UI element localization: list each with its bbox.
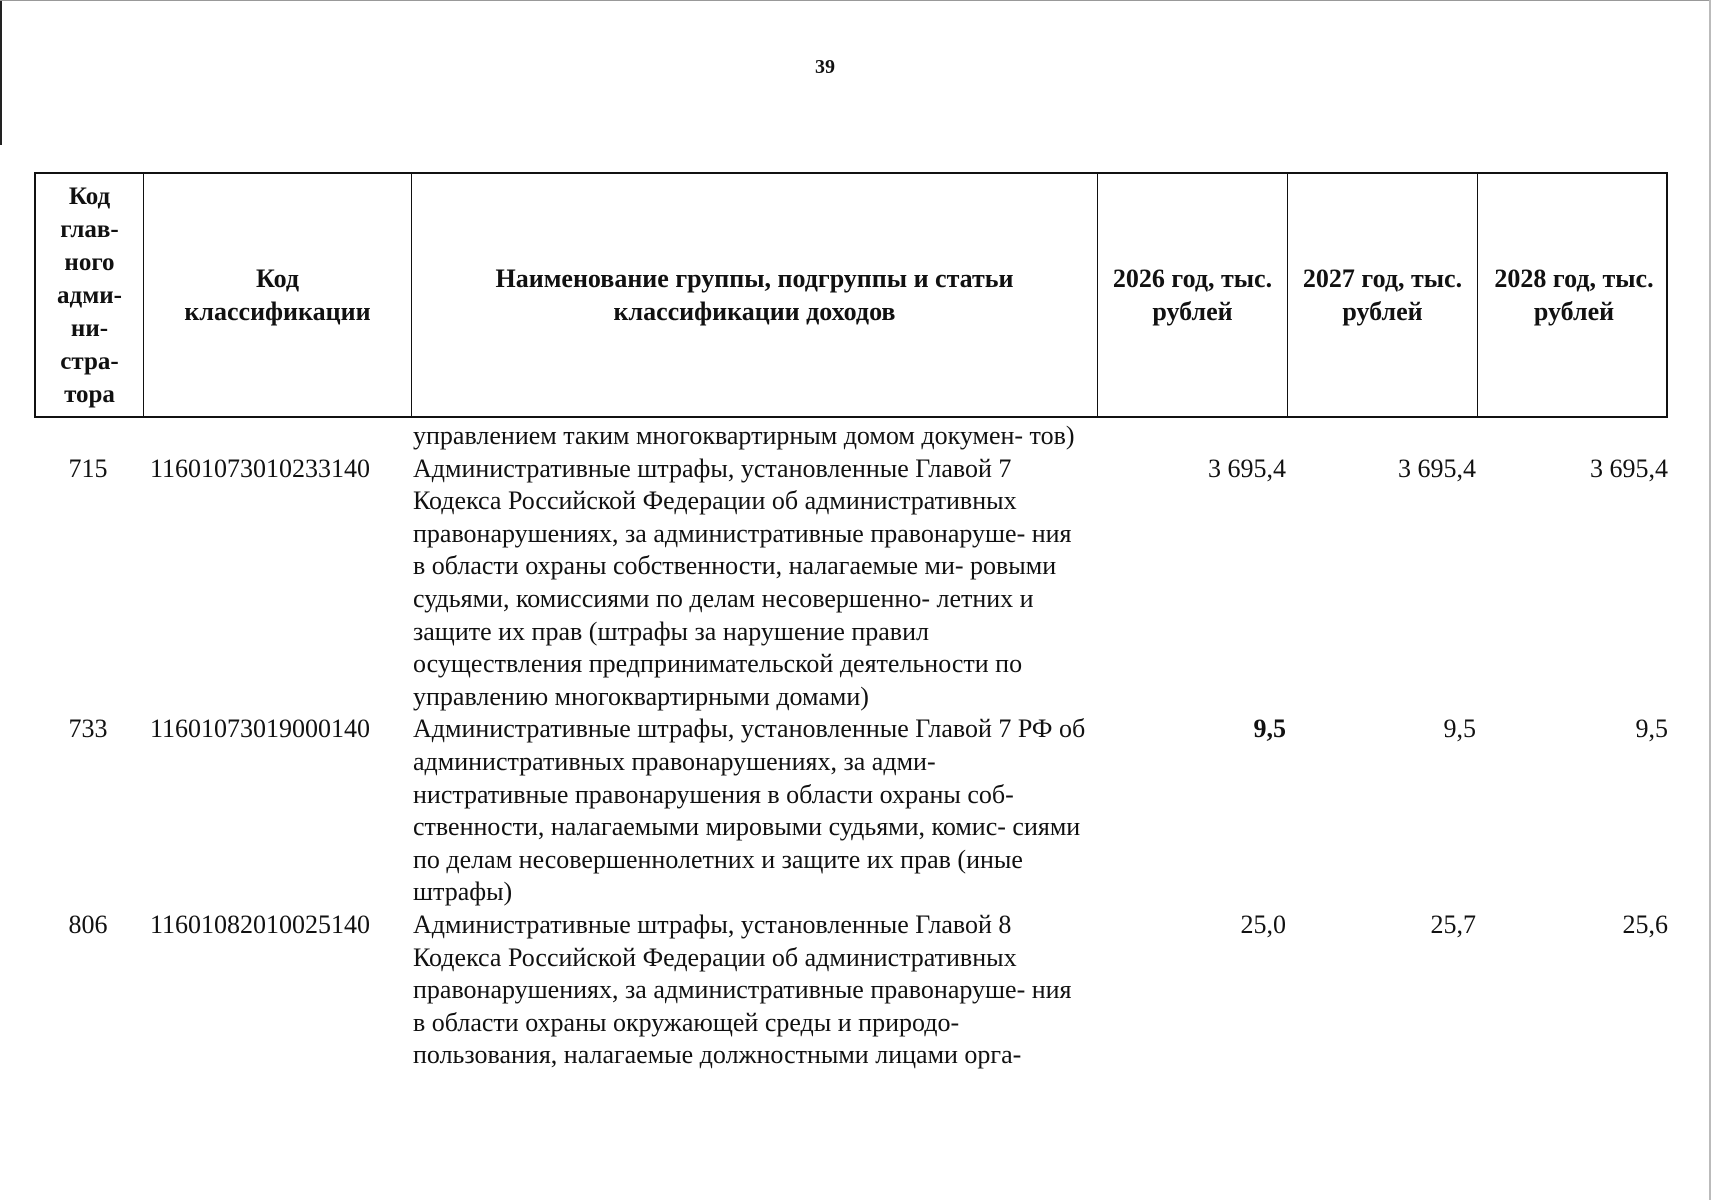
- value-2027-cell: 25,7: [1430, 909, 1476, 939]
- table-row: [34, 909, 1668, 1072]
- class-code-cell: 11601073019000140: [150, 714, 371, 744]
- page-number: 39: [815, 56, 835, 78]
- scan-border-top: [0, 0, 1711, 1]
- value-2027-cell: 3 695,4: [1398, 453, 1476, 483]
- admin-code-cell: 715: [68, 453, 108, 483]
- value-2026-cell: 9,5: [1253, 714, 1286, 744]
- header-year-2026: 2026 год, тыс. рублей: [1098, 174, 1288, 416]
- value-2028-cell: 25,6: [1622, 909, 1668, 939]
- value-2028-cell: 3 695,4: [1590, 453, 1668, 483]
- header-admin-code-text: Код глав- ного адми- ни- стра- тора: [57, 182, 122, 408]
- header-year-2028: 2028 год, тыс. рублей: [1494, 264, 1654, 326]
- admin-code-cell: 806: [68, 909, 108, 939]
- header-year-2027: 2027 год, тыс. рублей: [1288, 174, 1478, 416]
- header-admin-code: [36, 174, 144, 416]
- name-cell: Административные штрафы, установленные Главой 7 РФ об административных правонарушениях, за адми- нистративные правонарушения в области охраны соб- ственности, налагаемыми мировыми судьями, комис- сиями по делам несовершеннолетних и защите их прав (иные штрафы): [413, 714, 1086, 907]
- value-2026-cell: 25,0: [1240, 909, 1286, 939]
- class-code-cell: 11601082010025140: [150, 909, 371, 939]
- value-2028-cell: 9,5: [1635, 714, 1668, 744]
- table-row: [34, 713, 1668, 909]
- header-name: Наименование группы, подгруппы и статьи классификации доходов: [412, 174, 1098, 416]
- value-2027-cell: 9,5: [1443, 714, 1476, 744]
- value-2026-cell: 3 695,4: [1208, 453, 1286, 483]
- header-class-code: Код классификации: [144, 174, 412, 416]
- admin-code-cell: 733: [68, 714, 108, 744]
- continuation-text: управлением таким многоквартирным домом докумен- тов): [413, 421, 1075, 450]
- table-row-continuation: [34, 420, 1668, 453]
- class-code-cell: 11601073010233140: [150, 453, 371, 483]
- table-header: [34, 172, 1668, 418]
- table-body: [34, 420, 1668, 1072]
- name-cell: Административные штрафы, установленные Главой 7 Кодекса Российской Федерации об административных правонарушениях, за административные правонаруше- ния в области охраны собственности, налагаемые ми- ровыми судьями, комиссиями по делам несовершенно- летних и защите их прав (штрафы за нарушение правил осуществления предпринимательской деятельности по управлению многоквартирными домами): [413, 453, 1072, 711]
- name-cell: Административные штрафы, установленные Главой 8 Кодекса Российской Федерации об административных правонарушениях, за административные правонаруше- ния в области охраны окружающей среды и природо- пользования, налагаемые должностными лицами орга-: [413, 909, 1072, 1070]
- table-row: [34, 453, 1668, 714]
